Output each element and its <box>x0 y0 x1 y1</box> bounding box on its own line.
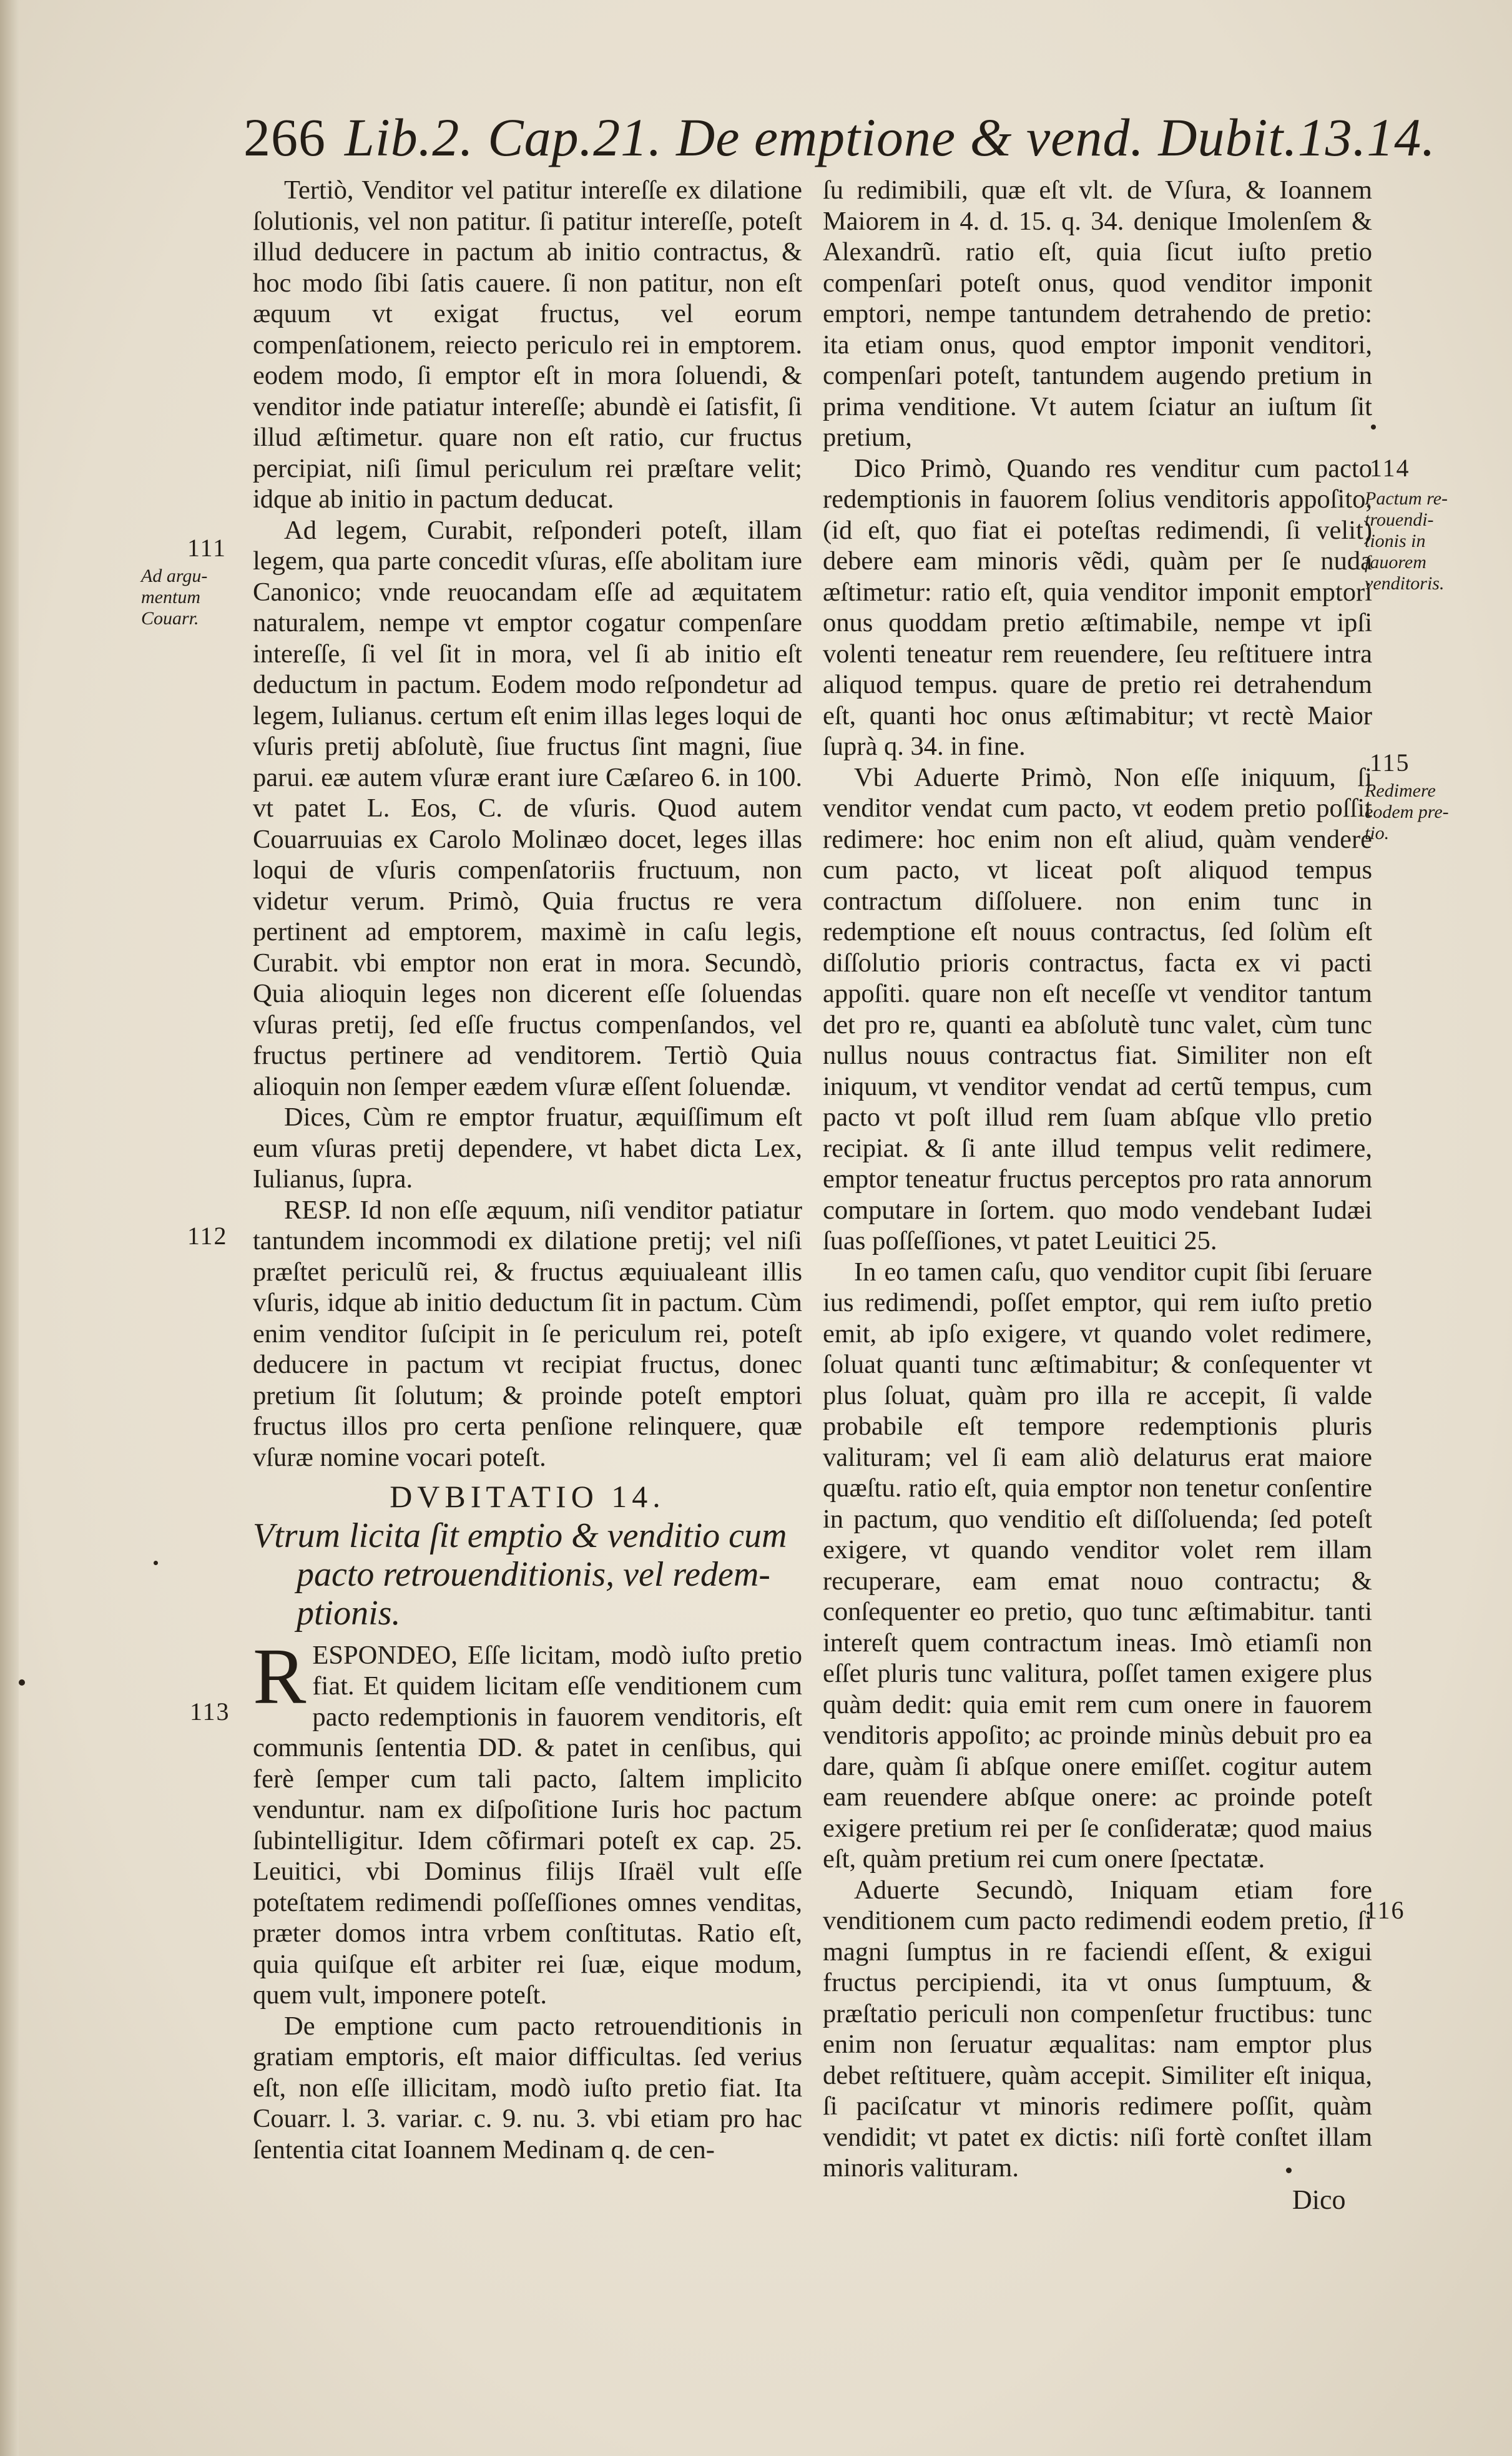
paragraph: In eo tamen caſu, quo venditor cupit ſibi ſeruare ius redimendi, poſſet emptor, qui rem iuſto pretio emit, ab ipſo exigere, vt quando volet redimere, ſoluat quanti tunc æſtimabitur; & conſequenter vt plus ſoluat, quàm pro illa re accepit, ſi valde probabile eſt tempore redemptionis pluris valituram; vel ſi eam aliò delaturus erat maiore quæſtu. ratio eſt, quia emptor non tenetur conſentire in pactum, quo venditio eſt diſſoluenda; ſed poteſt exigere, vt quando venditor volet rem illam recuperare, eam emat nouo contractu; & conſequenter eo pretio, quo tunc æſtimabitur. tanti intereſt quem contractum ineas. Imò etiamſi non eſſet pluris tunc valitura, poſſet tamen exigere plus quàm dedit: quia emit rem cum onere in fauorem venditoris appoſito; ac proinde minùs debuit pro ea dare, quàm ſi abſque onere emiſſet. cogitur autem eam reuendere abſque onere: ac proinde poteſt exigere pretium rei per ſe conſideratæ; quod maius eſt, quàm pretium rei cum onere ſpectatæ. <box>823 1257 1372 1874</box>
paragraph: Dico Primò, Quando res venditur cum pacto redemptionis in fauorem ſolius venditoris appoſito, (id eſt, quo fiat ei poteſtas redimendi, ſi velit) debere eam minoris vẽdi, quàm per ſe nuda æſtimetur: ratio eſt, quia venditor imponit emptori onus quoddam pretio æſtimabile, nempe vt ipſi volenti teneatur rem reuendere, ſeu reſtituere intra aliquod tempus. quare de pretio rei detrahendum eſt, quanti hoc onus æſtimabitur; vt rectè Maior ſuprà q. 34. in fine. <box>823 453 1372 761</box>
margin-note-line: tionis in <box>1365 531 1426 551</box>
margin-number-115: 115 <box>1370 749 1410 777</box>
paragraph: Dices, Cùm re emptor fruatur, æquiſſimum eſt eum vſuras pretij dependere, vt habet dicta Lex, Iulianus, ſupra. <box>253 1103 802 1194</box>
running-head <box>243 106 1436 175</box>
left-column <box>253 175 802 2210</box>
question-line: pacto retrouenditionis, vel redem- <box>297 1555 770 1594</box>
margin-note-line: Pactum re- <box>1365 488 1448 509</box>
running-title: Lib.2. Cap.21. De emptione & vend. Dubit.13.14. <box>345 107 1436 167</box>
margin-note-line: fauorem <box>1365 552 1426 572</box>
margin-note-114 <box>1365 488 1490 594</box>
ink-speck <box>1286 2168 1292 2173</box>
margin-note-line: mentum <box>141 587 200 607</box>
margin-note-line: Redimere <box>1365 780 1436 801</box>
margin-note-line: eodem pre- <box>1365 802 1449 822</box>
paragraph: ſu redimibili, quæ eſt vlt. de Vſura, & Ioannem Maiorem in 4. d. 15. q. 34. denique Imolenſem & Alexandrũ. ratio eſt, quia ſicut iuſto pretio compenſari poteſt onus, quod venditor imponit emptori, nempe tantundem detrahendo de pretio: ita etiam onus, quod emptor imponit venditori, compenſari poteſt, tantundem augendo pretium in prima venditione. Vt autem ſciatur an iuſtum ſit pretium, <box>823 175 1372 452</box>
margin-number-114: 114 <box>1370 454 1410 482</box>
right-column <box>823 175 1372 2183</box>
paragraph: Aduerte Secundò, Iniquam etiam fore venditionem cum pacto redimendi eodem pretio, ſi magni ſumptus in re faciendi eſſent, & exigui fructus percipiendi, ita vt onus ſumptuum, & præſtatio periculi non compenſetur fructibus: tunc enim non ſeruatur æqualitas: nam emptor plus debet reſtituere, quàm accepit. Similiter eſt iniqua, ſi paciſcatur vt minoris redimere poſſit, quàm vendidit; vt patet ex dictis: niſi fortè conſtet illam minoris valituram. <box>823 1875 1372 2183</box>
ink-speck <box>1371 425 1376 430</box>
paragraph: Ad legem, Curabit, reſponderi poteſt, illam legem, qua parte concedit vſuras, eſſe abolitam iure Canonico; vnde reuocandam eſſe ad æquitatem naturalem, nempe vt emptor cogatur compenſare intereſſe, ſi vel ſit in mora, vel ſi ab initio eſt deductum in pactum. Eodem modo reſpondetur ad legem, Iulianus. certum eſt enim illas leges loqui de vſuris pretij abſolutè, ſiue fructus ſint magni, ſiue parui. eæ autem vſuræ erant iure Cæſareo 6. in 100. vt patet L. Eos, C. de vſuris. Quod autem Couarruuias ex Carolo Molinæo docet, leges illas loqui de vſuris compenſatoriis fructuum, non videtur verum. Primò, Quia fructus re vera pertinent ad emptorem, maximè in caſu legis, Curabit. vbi emptor non erat in mora. Secundò, Quia alioquin leges non dicerent eſſe ſoluendas vſuras pretij, ſed eſſe fructus compenſandos, vel fructus pertinere ad venditorem. Tertiò Quia alioquin non ſemper eædem vſuræ eſſent ſoluendæ. <box>253 515 802 1101</box>
paragraph: Vbi Aduerte Primò, Non eſſe iniquum, ſi venditor vendat cum pacto, vt eodem pretio poſſit redimere: hoc enim non eſt aliud, quàm vendere cum pacto, vt liceat poſt aliquod tempus contractum diſſoluere. non enim tunc in redemptione eſt nouus contractus, ſed ſolùm eſt diſſolutio prioris contractus, facta ex vi pacti appoſiti. quare non eſt neceſſe vt venditor tantum det pro re, quanti ea abſolutè tunc valet, cùm tunc nullus nouus contractus fiat. Similiter non eſt iniquum, vt venditor vendat ad certũ tempus, cum pacto vt poſt illud rem ſuam abſque vllo pretio recipiat. & ſi ante illud tempus velit redimere, emptor teneatur fructus perceptos pro rata annorum computare in ſortem. quo modo vendebant Iudæi ſuas poſſeſſiones, vt patet Leuitici 25. <box>823 762 1372 1255</box>
question-line: Vtrum licita ſit emptio & venditio cum <box>253 1516 787 1555</box>
ink-speck <box>154 1561 158 1565</box>
margin-number-116: 116 <box>1365 1896 1405 1924</box>
book-gutter <box>0 0 19 2456</box>
catchword: Dico <box>1292 2184 1346 2215</box>
answer-text: ESPONDEO, Eſſe licitam, modò iuſto pretio fiat. Et quidem licitam eſſe venditionem cum pacto redemptionis in fauorem venditoris, eſt communis ſententia DD. & patet in cenſibus, qui ferè ſemper cum tali pacto, ſaltem implicito venduntur. nam ex diſpoſitione Iuris hoc pactum ſubintelligitur. Idem cõfirmari poteſt ex cap. 25. Leuitici, vbi Dominus filijs Iſraël vult eſſe poteſtatem redimendi poſſeſſiones omnes venditas, præter domos intra vrbem conſtitutas. Ratio eſt, quia quiſque eſt arbiter rei ſuæ, eique modum, quem vult, imponere poteſt. <box>253 1640 802 2010</box>
margin-number-113: 113 <box>190 1697 230 1726</box>
margin-note-line: Ad argu- <box>141 566 208 586</box>
answer-paragraph <box>253 1631 802 2011</box>
ink-speck <box>19 1679 25 1686</box>
margin-note-115 <box>1365 780 1490 844</box>
margin-number-111: 111 <box>187 534 227 562</box>
paragraph: RESP. Id non eſſe æquum, niſi venditor patiatur tantundem incommodi ex dilatione pretij; vel niſi præſtet periculũ rei, & fructus æquiualeant illis vſuris, idque ab initio deductum ſit in pactum. Cùm enim venditor ſuſcipit in ſe periculum rei, poteſt deducere in pactum vt recipiat fructus, donec pretium ſit ſolutum; & proinde poteſt emptori fructus illos pro certa penſione relinquere, quæ vſuræ nomine vocari poteſt. <box>253 1195 802 1472</box>
question-heading <box>253 1516 802 1633</box>
margin-note-line: tio. <box>1365 823 1390 843</box>
question-line: ptionis. <box>297 1593 401 1633</box>
drop-cap: R <box>253 1631 307 1721</box>
paragraph: Tertiò, Venditor vel patitur intereſſe ex dilatione ſolutionis, vel non patitur. ſi patitur intereſſe, poteſt illud deducere in pactum ab initio contractus, & hoc modo ſibi ſatis cauere. ſi non patitur, non eſt æquum vt exigat fructus, vel eorum compenſationem, reiecto periculo rei in emptorem. eodem modo, ſi emptor eſt in mora ſoluendi, & venditor inde patiatur intereſſe; abundè ei ſatisfit, ſi illud æſtimetur. quare non eſt ratio, cur fructus percipiat, niſi ſimul periculum rei præſtare velit; idque ab initio in pactum deducat. <box>253 175 802 514</box>
margin-note-111 <box>141 566 235 629</box>
page-number: 266 <box>243 107 326 167</box>
dubitatio-heading: DVBITATIO 14. <box>390 1479 665 1514</box>
margin-note-line: trouendi- <box>1365 509 1434 530</box>
margin-number-112: 112 <box>187 1222 228 1250</box>
margin-note-line: Couarr. <box>141 608 199 629</box>
paragraph: De emptione cum pacto retrouenditionis in gratiam emptoris, eſt maior difficultas. ſed verius eſt, non eſſe illicitam, modò iuſto pretio fiat. Ita Couarr. l. 3. variar. c. 9. nu. 3. vbi etiam pro hac ſententia citat Ioannem Medinam q. de cen- <box>253 2011 802 2164</box>
margin-note-line: venditoris. <box>1365 573 1445 594</box>
